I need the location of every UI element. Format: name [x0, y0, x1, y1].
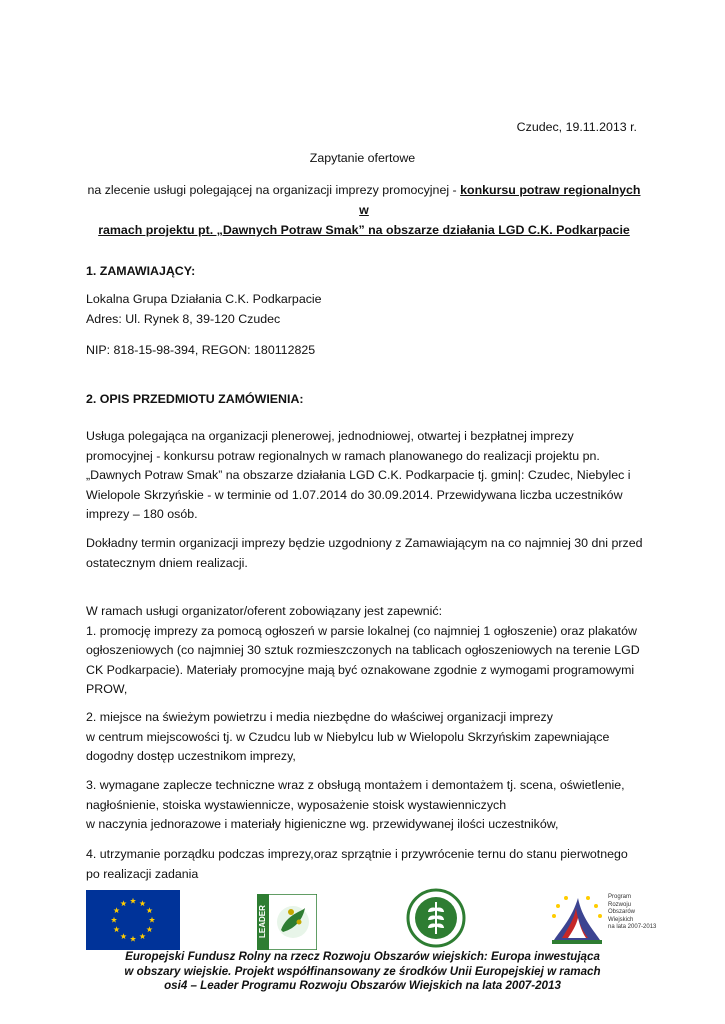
subject-bold-1: konkursu potraw regionalnych w: [359, 183, 641, 217]
text-line: CK Podkarpacie). Materiały promocyjne mają być oznakowane zgodnie z wymogami programowymi: [86, 662, 635, 677]
text-line: 1. promocję imprezy za pomocą ogłoszeń w parsie lokalnej (co najmniej 1 ogłoszenie) oraz plakatów: [86, 623, 637, 638]
prow-line: na lata 2007-2013: [608, 924, 657, 930]
footer-funding-note: [0, 950, 725, 994]
text-line: ogłoszeniowych (co najmniej 30 sztuk rozmieszczonych na tablicach ogłoszeniowych na terenie LGD: [86, 643, 640, 657]
footer-line: Europejski Fundusz Rolny na rzecz Rozwoju Obszarów wiejskich: Europa inwestująca: [125, 950, 600, 963]
text-line: Dokładny termin organizacji imprezy będzie uzgodniony z Zamawiającym na co najmniej 30 dni przed: [86, 536, 643, 550]
org-ids: NIP: 818-15-98-394, REGON: 180112825: [86, 343, 316, 357]
paragraph-5: [86, 776, 646, 835]
text-line: imprezy – 180 osób.: [86, 507, 198, 521]
text-line: promocyjnej - konkursu potraw regionalnych w ramach planowanego do realizacji projektu pn.: [86, 448, 600, 463]
footer-line: w obszary wiejskie. Projekt współfinansowany ze środków Unii Europejskiej w ramach: [124, 964, 601, 978]
leader-logo: [257, 894, 317, 950]
prow-text: [608, 894, 656, 932]
prow-line: Rozwoju: [608, 901, 632, 908]
text-line: Usługa polegająca na organizacji plenerowej, jednodniowej, otwartej i bezpłatnej imprezy: [86, 429, 574, 443]
prow-logo: [548, 888, 658, 948]
subject-bold-2: ramach projektu pt. „Dawnych Potraw Smak” na obszarze działania LGD C.K. Podkarpacie: [98, 223, 630, 237]
section1-heading: 1. ZAMAWIAJĄCY:: [86, 264, 196, 278]
text-line: w naczynia jednorazowe i materiały higieniczne wg. przewidywanej ilości uczestników,: [86, 817, 559, 831]
leader-logo-text: LEADER: [258, 905, 267, 938]
footer-line: osi4 – Leader Programu Rozwoju Obszarów Wiejskich na lata 2007-2013: [164, 979, 561, 992]
prow-emblem-icon: [548, 888, 606, 948]
text-line: PROW,: [86, 682, 128, 696]
org-address: Adres: Ul. Rynek 8, 39-120 Czudec: [86, 311, 281, 326]
ministry-seal-logo: [406, 888, 466, 948]
section2-heading: 2. OPIS PRZEDMIOTU ZAMÓWIENIA:: [86, 392, 304, 406]
prow-line: Obszarów: [608, 909, 636, 915]
prow-line: Program: [608, 894, 632, 900]
paragraph-3: [86, 602, 646, 700]
text-line: 3. wymagane zaplecze techniczne wraz z obsługą montażem i demontażem tj. scena, oświetlenie,: [86, 778, 625, 792]
text-line: dogodny dostęp uczestnikom imprezy,: [86, 749, 296, 763]
paragraph-2: [86, 534, 646, 573]
paragraph-4: [86, 708, 646, 767]
document-date: Czudec, 19.11.2013 r.: [516, 120, 637, 134]
document-title: Zapytanie ofertowe: [309, 151, 416, 165]
eu-flag-logo: [86, 890, 180, 950]
text-line: Wielopole Skrzyńskie - w terminie od 1.07.2014 do 30.09.2014. Przewidywana liczba uczestników: [86, 487, 623, 502]
section1-contact: [86, 290, 646, 329]
text-line: ostatecznym dniem realizacji.: [86, 555, 248, 570]
prow-line: Wiejskich: [608, 916, 634, 923]
text-line: W ramach usługi organizator/oferent zobowiązany jest zapewnić:: [86, 604, 443, 618]
footer-logos: [0, 888, 725, 950]
text-line: 2. miejsce na świeżym powietrzu i media niezbędne do właściwej organizacji imprezy: [86, 710, 553, 724]
text-line: w centrum miejscowości tj. w Czudcu lub w Niebylcu lub w Wielopolu Skrzyńskim zapewniające: [86, 729, 610, 744]
text-line: po realizacji zadania: [86, 866, 199, 881]
paragraph-1: [86, 427, 646, 525]
text-line: nagłośnienie, stoiska wystawiennicze, wyposażenie stoisk wystawienniczych: [86, 797, 507, 812]
text-line: „Dawnych Potraw Smak” na obszarze działania LGD C.K. Podkarpacie tj. gmin|: Czudec, Niebylec i: [86, 468, 631, 482]
subject-plain: na zlecenie usługi polegającej na organizacji imprezy promocyjnej -: [87, 183, 461, 197]
org-name: Lokalna Grupa Działania C.K. Podkarpacie: [86, 292, 322, 306]
text-line: 4. utrzymanie porządku podczas imprezy,oraz sprzątnie i przywrócenie ternu do stanu pierwotnego: [86, 847, 628, 861]
paragraph-6: [86, 845, 646, 884]
document-subject: [84, 180, 644, 240]
